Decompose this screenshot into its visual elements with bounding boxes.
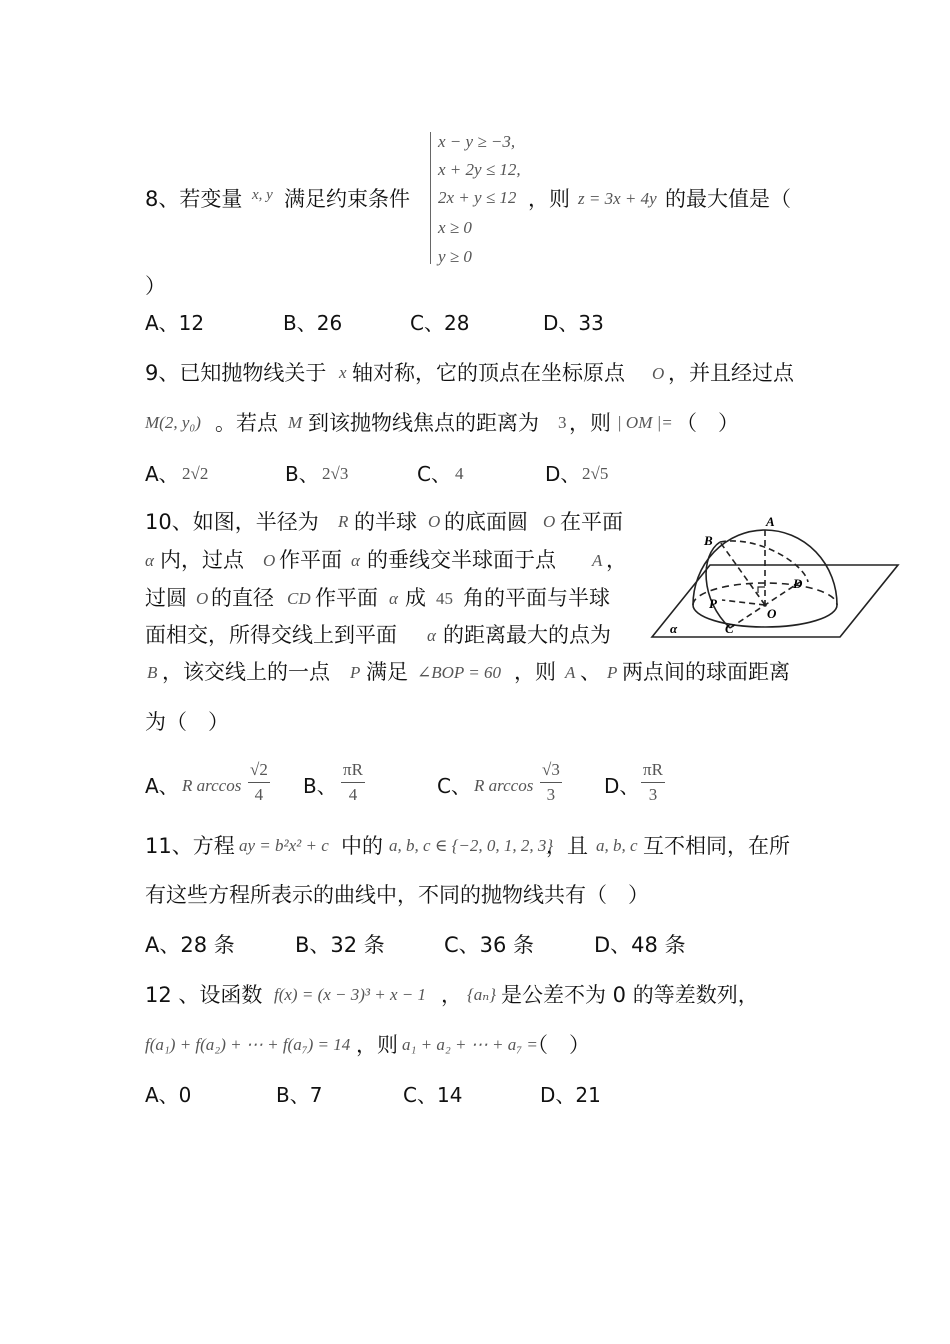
q12-sum-f: f(a₁) + f(a₂) + ⋯ + f(a₇) = 14 — [145, 1035, 351, 1054]
q10-l1d: 在平面 — [560, 510, 623, 534]
q10-l3a: 过圆 — [145, 586, 187, 610]
q9-origin: O — [652, 364, 665, 383]
q12-sum-a: a₁ + a₂ + ⋯ + a₇ = — [402, 1035, 538, 1054]
q9-point-m: M(2, y₀) — [145, 413, 201, 432]
q8-number: 8、若变量 — [145, 187, 243, 211]
q10-option-c-label: C、 — [437, 774, 471, 798]
q9-x: x — [339, 363, 347, 382]
q10-option-a-label: A、 — [145, 774, 179, 798]
q10-o3: O — [263, 551, 276, 570]
q10-l1c: 的底面圆 — [444, 510, 528, 534]
q10-option-d-label: D、 — [604, 774, 640, 798]
q9-option-a-label: A、 — [145, 462, 179, 486]
q10-cd: CD — [287, 589, 311, 608]
q10-r: R — [338, 512, 349, 531]
fraction-denominator: 3 — [546, 785, 556, 804]
q12-l2a: ，则 — [356, 1033, 398, 1057]
q11-equation: ay = b²x² + c — [239, 836, 329, 855]
q11-set: a, b, c ∈ {−2, 0, 1, 2, 3} — [389, 836, 554, 855]
q9-option-c-value: 4 — [455, 464, 464, 483]
q10-45: 45 — [436, 589, 453, 608]
constraint-1: x − y ≥ −3, — [438, 132, 516, 151]
q12-l1c: 是公差不为 0 的等差数列， — [501, 983, 759, 1007]
q12-sequence: {aₙ} — [467, 985, 496, 1004]
q9-three: 3 — [558, 413, 567, 432]
q10-l2a: 内，过点 — [160, 548, 244, 572]
label-c: C — [725, 621, 734, 636]
q12-option-d: D、21 — [540, 1083, 601, 1107]
q10-alpha3: α — [389, 589, 398, 608]
constraint-2: x + 2y ≤ 12, — [438, 160, 521, 179]
q10-o4: O — [196, 589, 209, 608]
q9-line2a: 。若点 — [215, 411, 278, 435]
label-b: B — [704, 533, 713, 548]
q9-option-d-label: D、 — [545, 462, 581, 486]
q8-vars: x, y — [252, 187, 273, 203]
q10-l3c: 作平面 — [315, 586, 378, 610]
fraction-numerator: √3 — [542, 760, 560, 779]
label-alpha: α — [670, 621, 678, 636]
q10-l6: 为（ ） — [145, 710, 229, 734]
q11-l1c: ，且 — [546, 834, 588, 858]
q10-option-a-pre: R arccos — [182, 776, 242, 795]
q10-l2d: ， — [606, 548, 627, 572]
q8-close: ） — [145, 274, 166, 298]
label-o: O — [767, 606, 777, 621]
q11-l1b: 中的 — [341, 834, 383, 858]
q9-option-a-value: 2√2 — [182, 464, 209, 483]
q10-l5b: 满足 — [366, 660, 408, 684]
q10-o2: O — [543, 512, 556, 531]
q10-l3d: 成 — [405, 586, 426, 610]
q10-l5a: ，该交线上的一点 — [162, 660, 330, 684]
constraint-4: x ≥ 0 — [438, 218, 472, 237]
q10-a: A — [592, 551, 603, 570]
q10-alpha1: α — [145, 551, 154, 570]
q9-line1b: 轴对称，它的顶点在坐标原点 — [352, 361, 625, 385]
q10-l2c: 的垂线交半球面于点 — [367, 548, 556, 572]
fraction-numerator: πR — [343, 760, 363, 779]
q9-line2c: ，则 — [569, 411, 611, 435]
q8-option-a: A、12 — [145, 311, 205, 335]
q9-line1c: ，并且经过点 — [668, 361, 794, 385]
q11-l1a: 11、方程 — [145, 834, 235, 858]
q9-line2b: 到该抛物线焦点的距离为 — [308, 411, 539, 435]
fraction-denominator: 4 — [254, 785, 264, 804]
fraction-numerator: √2 — [250, 760, 268, 779]
fraction-denominator: 4 — [348, 785, 358, 804]
q10-alpha4: α — [427, 626, 436, 645]
q10-l4a: 面相交，所得交线上到平面 — [145, 623, 397, 647]
fraction-denominator: 3 — [648, 785, 658, 804]
q8-then: ，则 — [528, 187, 570, 211]
fraction-bar — [641, 782, 665, 783]
q8-ask: 的最大值是（ — [665, 187, 791, 211]
q12-comma: ， — [441, 983, 462, 1007]
constraint-5: y ≥ 0 — [438, 247, 472, 266]
fraction-bar — [248, 782, 270, 783]
q10-option-d-fraction — [641, 760, 665, 805]
q10-l1a: 10、如图，半径为 — [145, 510, 319, 534]
q10-option-a-fraction — [248, 760, 270, 805]
q12-option-a: A、0 — [145, 1083, 192, 1107]
q11-option-c: C、36 条 — [444, 933, 535, 957]
constraint-3: 2x + y ≤ 12 — [438, 188, 517, 207]
label-d: D — [793, 576, 803, 591]
q10-l1b: 的半球 — [354, 510, 417, 534]
constraint-system — [430, 130, 540, 270]
q10-l5e: 两点间的球面距离 — [622, 660, 790, 684]
q10-l5c: ，则 — [514, 660, 556, 684]
q11-l1d: 互不相同，在所 — [643, 834, 790, 858]
label-a: A — [766, 514, 775, 529]
q9-line1: 9、已知抛物线关于 — [145, 361, 327, 385]
q10-l4b: 的距离最大的点为 — [443, 623, 611, 647]
q10-option-b-fraction — [341, 760, 365, 805]
q9-option-b-label: B、 — [285, 462, 319, 486]
q10-alpha2: α — [351, 551, 360, 570]
q10-a2: A — [565, 663, 576, 682]
q10-b: B — [147, 663, 158, 682]
q9-option-b-value: 2√3 — [322, 464, 349, 483]
q10-option-b-label: B、 — [303, 774, 337, 798]
q8-option-c: C、28 — [410, 311, 470, 335]
q10-l3b: 的直径 — [211, 586, 274, 610]
q9-option-d-value: 2√5 — [582, 464, 609, 483]
q9-om: | OM |= — [617, 413, 673, 432]
segment-op — [722, 600, 765, 605]
q8-text: 满足约束条件 — [284, 187, 410, 211]
right-angle-marker — [758, 587, 765, 593]
q9-m: M — [288, 413, 303, 432]
q10-p: P — [350, 663, 361, 682]
q10-l2b: 作平面 — [279, 548, 342, 572]
q9-paren: （ ） — [676, 411, 739, 435]
q8-option-d: D、33 — [543, 311, 604, 335]
q11-l2: 有这些方程所表示的曲线中，不同的抛物线共有（ ） — [145, 883, 649, 907]
fraction-numerator: πR — [643, 760, 663, 779]
q11-option-a: A、28 条 — [145, 933, 235, 957]
q10-p2: P — [607, 663, 618, 682]
q10-l3e: 角的平面与半球 — [463, 586, 610, 610]
q11-option-b: B、32 条 — [295, 933, 385, 957]
label-p: P — [709, 596, 717, 611]
q9-option-c-label: C、 — [417, 462, 451, 486]
q8-objective: z = 3x + 4y — [578, 189, 657, 208]
segment-ob — [720, 542, 765, 605]
fraction-bar — [540, 782, 562, 783]
q12-option-c: C、14 — [403, 1083, 463, 1107]
q10-option-c-fraction — [540, 760, 562, 805]
q12-function: f(x) = (x − 3)³ + x − 1 — [274, 985, 426, 1004]
q10-angle: ∠BOP = 60 — [417, 663, 501, 682]
q11-abc: a, b, c — [596, 836, 638, 855]
q12-paren: （ ） — [527, 1033, 590, 1057]
q8-option-b: B、26 — [283, 311, 343, 335]
brace — [430, 132, 437, 264]
q12-l1a: 12 、设函数 — [145, 983, 263, 1007]
q10-l5d: 、 — [580, 660, 601, 684]
q10-o1: O — [428, 512, 441, 531]
q12-option-b: B、7 — [276, 1083, 323, 1107]
q11-option-d: D、48 条 — [594, 933, 686, 957]
q10-option-c-pre: R arccos — [474, 776, 534, 795]
hemisphere-figure — [640, 510, 910, 645]
fraction-bar — [341, 782, 365, 783]
cross-section-front — [706, 542, 730, 628]
